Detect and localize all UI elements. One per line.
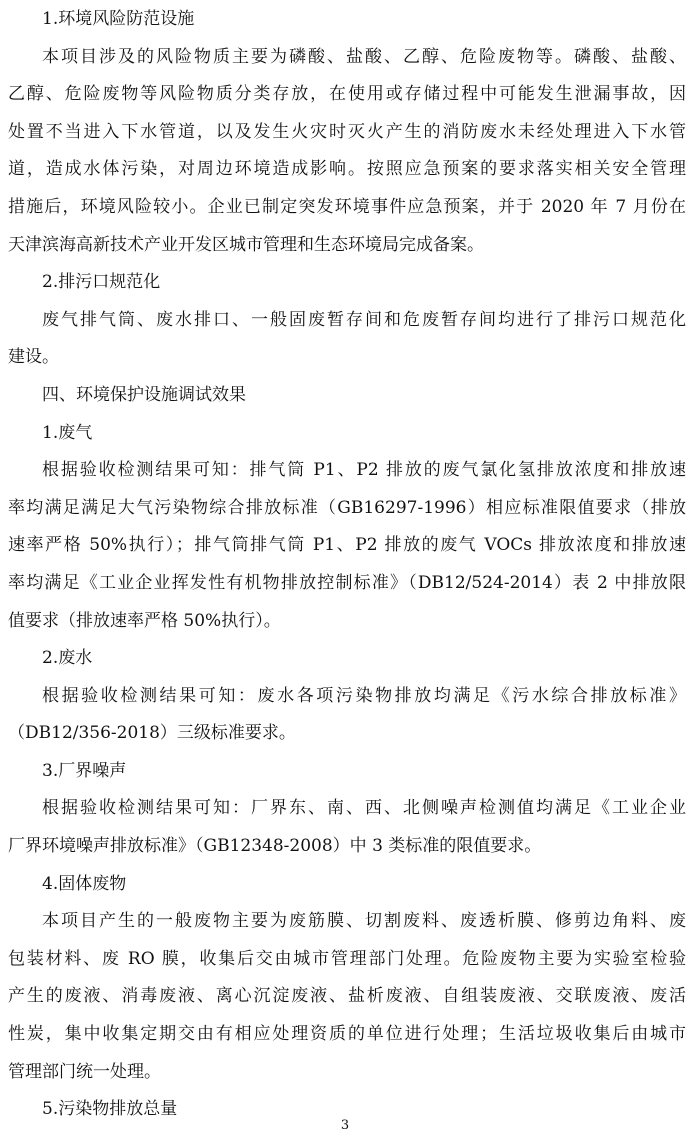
text-line: 1.环境风险防范设施 bbox=[42, 9, 195, 29]
text-line: 速率严格 50%执行）；排气筒排气筒 P1、P2 排放的废气 VOCs 排放浓度和排放速 bbox=[8, 535, 686, 556]
text-line: 措施后，环境风险较小。企业已制定突发环境事件应急预案，并于 2020 年 7 月份在 bbox=[8, 196, 686, 217]
text-line: 包装材料、废 RO 膜，收集后交由城市管理部门处理。危险废物主要为实验室检验 bbox=[8, 948, 686, 969]
page-number: 3 bbox=[340, 1118, 350, 1133]
text-line: 2.排污口规范化 bbox=[42, 272, 161, 293]
text-line: 本项目涉及的风险物质主要为磷酸、盐酸、乙醇、危险废物等。磷酸、盐酸、 bbox=[42, 46, 686, 67]
text-line: 率均满足满足大气污染物综合排放标准（GB16297-1996）相应标准限值要求（排放 bbox=[8, 497, 686, 518]
text-line: 本项目产生的一般废物主要为废筋膜、切割废料、废透析膜、修剪边角料、废 bbox=[42, 911, 686, 932]
text-line: 2.废水 bbox=[42, 648, 93, 669]
text-line: 天津滨海高新技术产业开发区城市管理和生态环境局完成备案。 bbox=[8, 234, 484, 255]
text-line: 管理部门统一处理。 bbox=[8, 1061, 161, 1082]
text-line: 3.厂界噪声 bbox=[42, 760, 127, 781]
text-line: 根据验收检测结果可知：排气筒 P1、P2 排放的废气氯化氢排放浓度和排放速 bbox=[42, 460, 686, 481]
text-line: 处置不当进入下水管道，以及发生火灾时灭火产生的消防废水未经处理进入下水管 bbox=[8, 121, 686, 142]
text-line: 根据验收检测结果可知：厂界东、南、西、北侧噪声检测值均满足《工业企业 bbox=[42, 798, 686, 819]
document-body bbox=[8, 6, 686, 1134]
text-line: 性炭，集中收集定期交由有相应处理资质的单位进行处理；生活垃圾收集后由城市 bbox=[8, 1024, 686, 1045]
text-line: 四、环境保护设施调试效果 bbox=[42, 384, 246, 405]
text-line: （DB12/356-2018）三级标准要求。 bbox=[8, 723, 296, 744]
text-line: 值要求（排放速率严格 50%执行）。 bbox=[8, 610, 281, 631]
text-line: 根据验收检测结果可知：废水各项污染物排放均满足《污水综合排放标准》 bbox=[42, 685, 686, 706]
text-line: 废气排气筒、废水排口、一般固废暂存间和危废暂存间均进行了排污口规范化 bbox=[42, 309, 686, 330]
text-line: 4.固体废物 bbox=[42, 873, 127, 894]
text-line: 乙醇、危险废物等风险物质分类存放，在使用或存储过程中可能发生泄漏事故，因 bbox=[8, 84, 686, 105]
text-line: 建设。 bbox=[8, 347, 59, 368]
text-line: 5.污染物排放总量 bbox=[42, 1099, 178, 1120]
text-line: 产生的废液、消毒废液、离心沉淀废液、盐析废液、自组装废液、交联废液、废活 bbox=[8, 986, 686, 1007]
text-line: 道，造成水体污染，对周边环境造成影响。按照应急预案的要求落实相关安全管理 bbox=[8, 159, 686, 180]
text-line: 1.废气 bbox=[42, 422, 93, 443]
text-line: 厂界环境噪声排放标准》（GB12348-2008）中 3 类标准的限值要求。 bbox=[8, 836, 542, 857]
text-line: 率均满足《工业企业挥发性有机物排放控制标准》（DB12/524-2014）表 2 中排放限 bbox=[8, 572, 686, 593]
